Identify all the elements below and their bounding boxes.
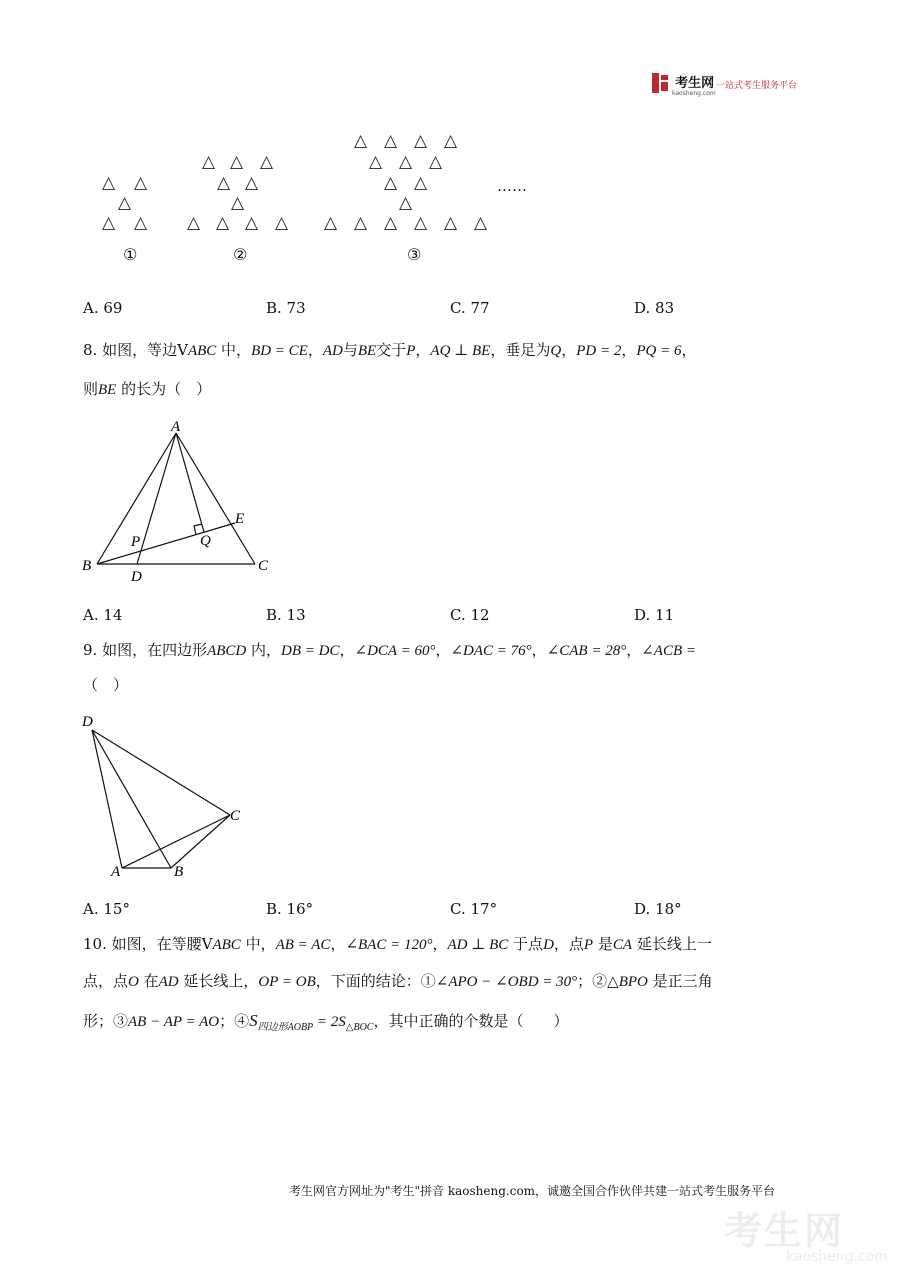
triangle-icon: △ [354, 213, 368, 233]
logo-name: 考生网 [675, 76, 715, 91]
segment-aq [176, 433, 204, 532]
q9-option-c: C. 17° [450, 900, 498, 918]
label-d: D [131, 569, 142, 585]
q7-option-c: C. 77 [450, 299, 490, 317]
q8-option-d: D. 11 [634, 606, 675, 624]
header-logo [652, 72, 716, 97]
triangle-icon: △ [245, 173, 259, 193]
q9-option-b: B. 16° [266, 900, 314, 918]
logo-domain: kaosheng.com [672, 89, 716, 97]
watermark [724, 1200, 888, 1265]
triangle-icon: △ [444, 131, 458, 151]
triangle-icon: △ [414, 131, 428, 151]
triangle-icon: △ [414, 173, 428, 193]
segment-dc [92, 730, 230, 815]
triangle-icon: △ [216, 213, 230, 233]
label-b: B [82, 558, 92, 574]
q7-option-d: D. 83 [634, 299, 675, 317]
label-q: Q [200, 533, 211, 549]
triangle-icon: △ [354, 131, 368, 151]
triangle-icon: △ [399, 152, 413, 172]
label-p: P [131, 534, 141, 550]
segment-db [92, 730, 171, 868]
triangle-icon: △ [230, 152, 244, 172]
footer-text: 考生网官方网址为"考生"拼音 kaosheng.com，诚邀全国合作伙伴共建一站式考生服务平台 [289, 1184, 776, 1198]
q8-option-a: A. 14 [83, 606, 123, 624]
q8-option-b: B. 13 [266, 606, 306, 624]
triangle-icon: △ [384, 131, 398, 151]
label-a: A [171, 419, 181, 435]
q8-question-line1: 8. 如图，等边VABC 中，BD = CE，AD与BE交于P，AQ ⊥ BE，垂足为Q，PD = 2，PQ = 6， [83, 341, 697, 359]
pattern-label-2: ② [233, 245, 248, 264]
kaosheng-logo-icon [652, 73, 670, 93]
segment-ad [137, 433, 176, 564]
triangle-icon: △ [134, 173, 148, 193]
label-c: C [230, 808, 241, 824]
triangle-icon: △ [399, 193, 413, 213]
q9-quadrilateral-figure [75, 705, 255, 885]
watermark-domain: kaosheng.com [786, 1249, 888, 1265]
q9-question-line1: 9. 如图，在四边形ABCD 内，DB = DC，∠DCA = 60°，∠DAC = 76°，∠CAB = 28°，∠ACB = [83, 641, 697, 659]
pattern-label-1: ① [123, 245, 138, 264]
pattern-label-3: ③ [407, 245, 422, 264]
q9-option-a: A. 15° [83, 900, 130, 918]
triangle-icon: △ [217, 173, 231, 193]
q7-pattern-figure [90, 125, 550, 275]
triangle-icon: △ [369, 152, 383, 172]
q8-option-c: C. 12 [450, 606, 490, 624]
watermark-name: 考生网 [724, 1209, 845, 1253]
q8-triangle-figure [70, 415, 290, 590]
pattern-ellipsis: …… [497, 177, 527, 195]
triangle-icon: △ [275, 213, 289, 233]
triangle-icon: △ [245, 213, 259, 233]
segment-ac [122, 815, 230, 868]
segment-ac [176, 433, 255, 564]
q7-option-a: A. 69 [83, 299, 123, 317]
segment-bc [171, 815, 230, 868]
triangle-icon: △ [260, 152, 274, 172]
triangle-icon: △ [102, 213, 116, 233]
label-c: C [258, 558, 269, 574]
q10-question-line1: 10. 如图，在等腰VABC 中，AB = AC，∠BAC = 120°，AD ⊥ BC 于点D，点P 是CA 延长线上一 [83, 935, 712, 953]
q9-question-line2: （ ） [83, 676, 129, 694]
q9-option-d: D. 18° [634, 900, 682, 918]
triangle-icon: △ [202, 152, 216, 172]
triangle-icon: △ [414, 213, 428, 233]
triangle-icon: △ [384, 213, 398, 233]
q10-question-line3: 形；③AB − AP = AO；$④S_{四边形AOBP} = 2S_{\triangle BOC}$，其中正确的个数是（ ） [83, 1011, 569, 1033]
triangle-icon: △ [118, 193, 132, 213]
label-b: B [174, 864, 184, 880]
segment-da [92, 730, 122, 868]
triangle-icon: △ [324, 213, 338, 233]
triangle-icon: △ [187, 213, 201, 233]
triangle-icon: △ [444, 213, 458, 233]
label-a: A [111, 864, 121, 880]
triangle-icon: △ [134, 213, 148, 233]
triangle-icon: △ [384, 173, 398, 193]
triangle-icon: △ [474, 213, 488, 233]
q8-question-line2: 则BE 的长为（ ） [83, 380, 212, 398]
triangle-icon: △ [429, 152, 443, 172]
label-e: E [235, 511, 245, 527]
triangle-icon: △ [102, 173, 116, 193]
label-d: D [82, 714, 93, 730]
q10-question-line2: 点，点O 在AD 延长线上，OP = OB，下面的结论：①∠APO − ∠OBD = 30°；②△BPO 是正三角 [83, 972, 713, 990]
header-slogan: 一站式考生服务平台 [716, 81, 798, 91]
q7-option-b: B. 73 [266, 299, 306, 317]
triangle-icon: △ [231, 193, 245, 213]
